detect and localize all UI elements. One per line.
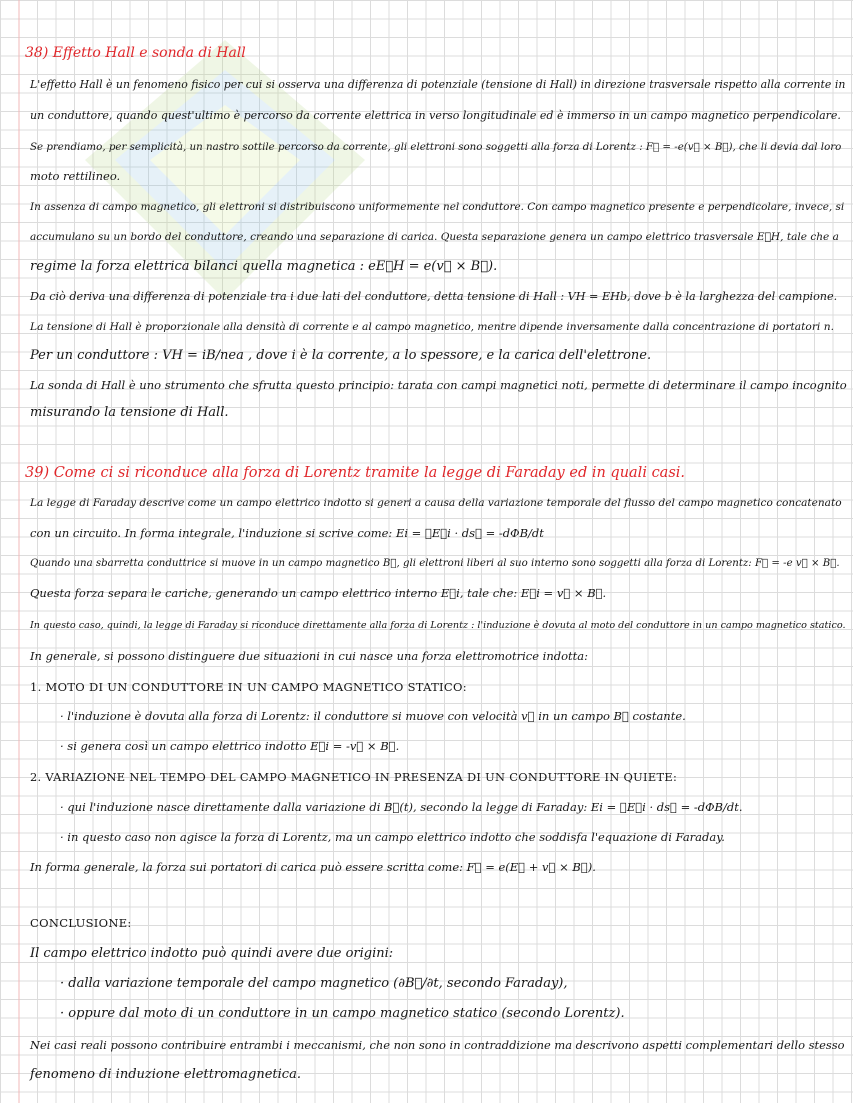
conclusion-line-3: fenomeno di induzione elettromagnetica. (30, 1067, 301, 1082)
s39-case-1-heading: 1. MOTO DI UN CONDUTTORE IN UN CAMPO MAGNETICO STATICO: (30, 680, 467, 694)
s38-line-1: L'effetto Hall è un fenomeno fisico per cui si osserva una differenza di potenziale (tensione di Hall) in direzione trasversale rispetto alla corrente in (30, 78, 846, 91)
s38-line-6: accumulano su un bordo del conduttore, creando una separazione di carica. Questa separazione genera un campo elettrico trasversale E⃗H, tale che a (30, 231, 839, 243)
conclusion-line-1: Il campo elettrico indotto può quindi avere due origini: (30, 946, 394, 961)
s38-line-8: Da ciò deriva una differenza di potenziale tra i due lati del conduttore, detta tensione di Hall : VH = EHb, dove b è la larghezza del campione. (30, 290, 838, 303)
s39-line-1: La legge di Faraday descrive come un campo elettrico indotto si generi a causa della variazione temporale del flusso del campo magnetico concatenato (30, 497, 842, 509)
section-39-title: 39) Come ci si riconduce alla forza di Lorentz tramite la legge di Faraday ed in quali casi. (25, 465, 686, 481)
conclusion-line-2: Nei casi reali possono contribuire entrambi i meccanismi, che non sono in contraddizione ma descrivono aspetti complementari dello stesso (30, 1038, 845, 1052)
conclusion-bullet-2: · oppure dal moto di un conduttore in un campo magnetico statico (secondo Lorentz). (60, 1006, 625, 1021)
conclusion-bullet-1: · dalla variazione temporale del campo magnetico (∂B⃗/∂t, secondo Faraday), (60, 976, 568, 991)
s39-line-2: con un circuito. In forma integrale, l'induzione si scrive come: Ei = ∮E⃗i · ds⃗ = -dΦB/dt (30, 526, 544, 540)
s39-case-2-bullet-2: · in questo caso non agisce la forza di Lorentz, ma un campo elettrico indotto che soddisfa l'equazione di Faraday. (60, 830, 725, 844)
s39-case-1-bullet-1: · l'induzione è dovuta alla forza di Lorentz: il conduttore si muove con velocità v⃗ in un campo B⃗ costante. (60, 709, 686, 723)
s39-line-general: In forma generale, la forza sui portatori di carica può essere scritta come: F⃗ = e(E⃗ + v⃗ × B⃗). (30, 860, 596, 874)
s38-line-9: La tensione di Hall è proporzionale alla densità di corrente e al campo magnetico, mentre dipende inversamente dalla concentrazione di portatori n. (30, 320, 834, 333)
s39-line-5: In questo caso, quindi, la legge di Faraday si riconduce direttamente alla forza di Lorentz : l'induzione è dovuta al moto del conduttore in un campo magnetico statico. (30, 620, 846, 631)
s38-line-5: In assenza di campo magnetico, gli elettroni si distribuiscono uniformemente nel conduttore. Con campo magnetico presente e perpendicolare, invece, si (30, 201, 845, 213)
s38-line-12: misurando la tensione di Hall. (30, 405, 229, 420)
s39-case-1-bullet-2: · si genera così un campo elettrico indotto E⃗i = -v⃗ × B⃗. (60, 739, 400, 753)
s38-line-4: moto rettilineo. (30, 169, 121, 183)
s39-case-2-bullet-1: · qui l'induzione nasce direttamente dalla variazione di B⃗(t), secondo la legge di Faraday: Ei = ∮E⃗i · ds⃗ = -dΦB/dt. (60, 800, 743, 814)
s39-line-4: Questa forza separa le cariche, generando un campo elettrico interno E⃗i, tale che: E⃗i = v⃗ × B⃗. (30, 586, 607, 600)
s38-line-3: Se prendiamo, per semplicità, un nastro sottile percorso da corrente, gli elettroni sono soggetti alla forza di Lorentz : F⃗ = -e(v⃗ × B⃗), che li devia dal loro (30, 141, 842, 153)
s39-line-6: In generale, si possono distinguere due situazioni in cui nasce una forza elettromotrice indotta: (30, 649, 589, 663)
conclusion-heading: CONCLUSIONE: (30, 916, 132, 930)
s38-line-7: regime la forza elettrica bilanci quella magnetica : eE⃗H = e(v⃗ × B⃗). (30, 259, 498, 274)
s38-line-11: La sonda di Hall è uno strumento che sfrutta questo principio: tarata con campi magnetici noti, permette di determinare il campo incognito (30, 378, 847, 392)
s39-line-3: Quando una sbarretta conduttrice si muove in un campo magnetico B⃗, gli elettroni liberi al suo interno sono soggetti alla forza di Lorentz: F⃗ = -e v⃗ × B⃗. (30, 558, 840, 569)
s38-line-2: un conduttore, quando quest'ultimo è percorso da corrente elettrica in verso longitudinale ed è immerso in un campo magnetico perpendicolare. (30, 109, 841, 122)
s39-case-2-heading: 2. VARIAZIONE NEL TEMPO DEL CAMPO MAGNETICO IN PRESENZA DI UN CONDUTTORE IN QUIETE: (30, 770, 678, 784)
s38-line-10: Per un conduttore : VH = iB/nea , dove i è la corrente, a lo spessore, e la carica dell'elettrone. (30, 348, 652, 363)
section-38-title: 38) Effetto Hall e sonda di Hall (25, 45, 246, 61)
